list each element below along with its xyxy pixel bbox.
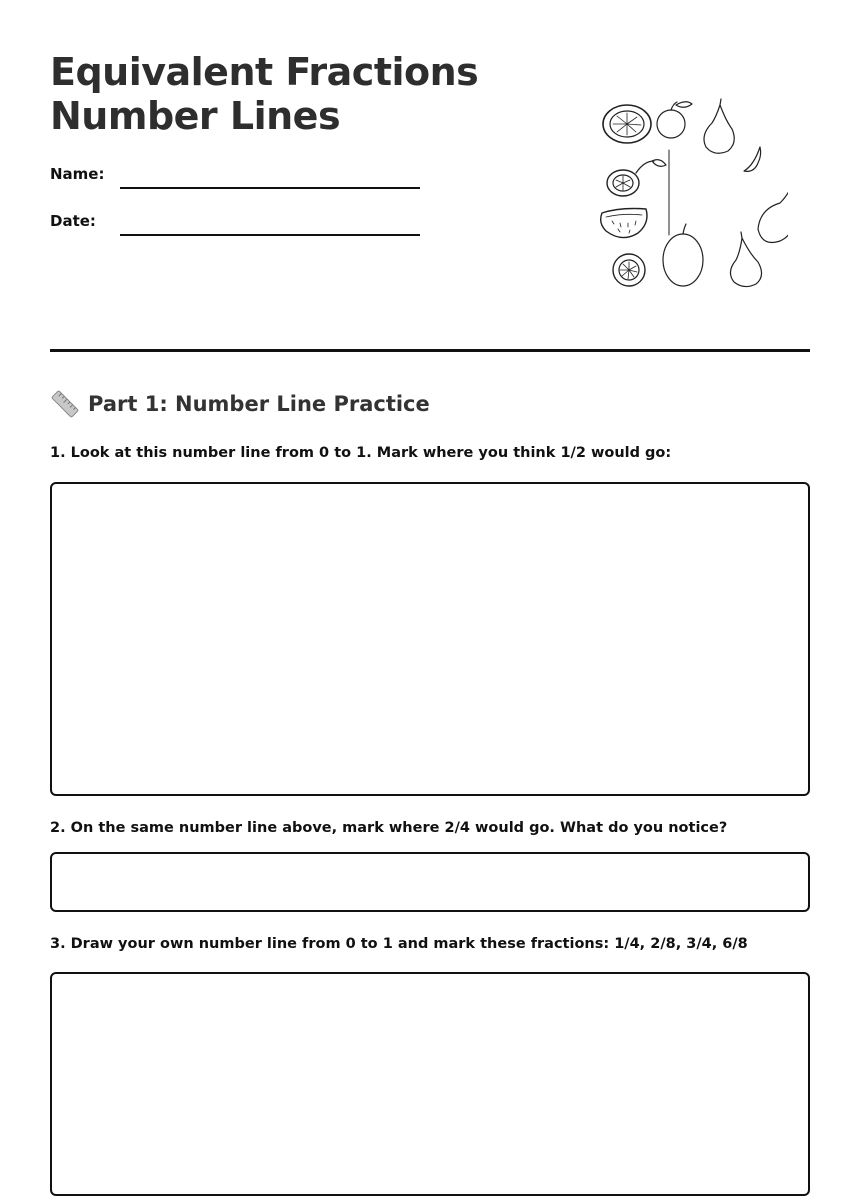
name-field[interactable] xyxy=(120,187,420,189)
worksheet-page xyxy=(50,0,810,1161)
question-1-text: 1. Look at this number line from 0 to 1. Mark where you think 1/2 would go: xyxy=(50,445,672,461)
date-label: Date: xyxy=(50,212,96,230)
worksheet-title xyxy=(50,50,490,138)
name-label: Name: xyxy=(50,165,105,183)
section-title: Part 1: Number Line Practice xyxy=(88,392,430,416)
title-line-1: Equivalent Fractions xyxy=(50,50,479,94)
question-3-text: 3. Draw your own number line from 0 to 1 and mark these fractions: 1/4, 2/8, 3/4, 6/8 xyxy=(50,936,748,952)
date-field[interactable] xyxy=(120,234,420,236)
question-2-answer-box[interactable] xyxy=(50,852,810,912)
title-line-2: Number Lines xyxy=(50,94,341,138)
question-1-answer-box[interactable] xyxy=(50,482,810,796)
fruit-circle-illustration xyxy=(548,95,788,295)
section-header xyxy=(50,388,430,420)
ruler-icon xyxy=(50,389,80,419)
section-divider xyxy=(50,349,810,352)
question-2-text: 2. On the same number line above, mark where 2/4 would go. What do you notice? xyxy=(50,820,728,836)
question-3-answer-box[interactable] xyxy=(50,972,810,1196)
